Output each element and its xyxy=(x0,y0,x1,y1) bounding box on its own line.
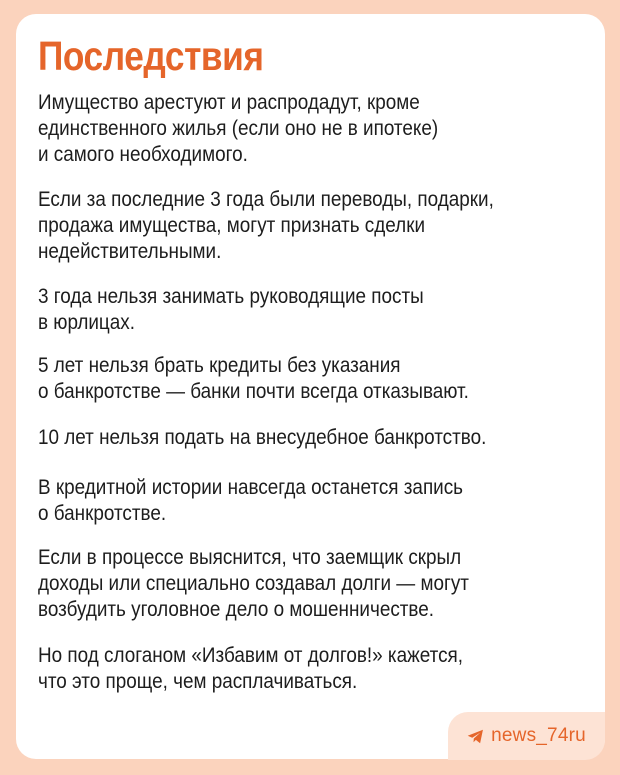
paragraph-credit-history: В кредитной истории навсегда останется запись о банкротстве. xyxy=(38,476,464,525)
paragraph-property-seizure: Имущество арестуют и распродадут, кроме единственного жилья (если оно не в ипотеке) и самого необходимого. xyxy=(38,91,439,166)
page-title: Последствия xyxy=(38,33,264,79)
paragraph-credit-disclosure: 5 лет нельзя брать кредиты без указания о банкротстве — банки почти всегда отказывают. xyxy=(38,354,469,403)
source-handle: news_74ru xyxy=(491,725,586,746)
paragraph-criminal-case: Если в процессе выяснится, что заемщик скрыл доходы или специально создавал долги — могут возбудить уголовное дело о мошенничестве. xyxy=(38,546,469,621)
paragraph-management-ban: 3 года нельзя занимать руководящие посты в юрлицах. xyxy=(38,285,424,334)
paragraph-out-of-court-ban: 10 лет нельзя подать на внесудебное банкротство. xyxy=(38,426,487,449)
paragraph-slogan: Но под слоганом «Избавим от долгов!» кажется, что это проще, чем расплачиваться. xyxy=(38,644,464,693)
paragraph-transactions-invalid: Если за последние 3 года были переводы, подарки, продажа имущества, могут признать сделки недействительными. xyxy=(38,188,494,263)
telegram-icon xyxy=(467,729,484,744)
source-badge[interactable] xyxy=(448,712,605,760)
